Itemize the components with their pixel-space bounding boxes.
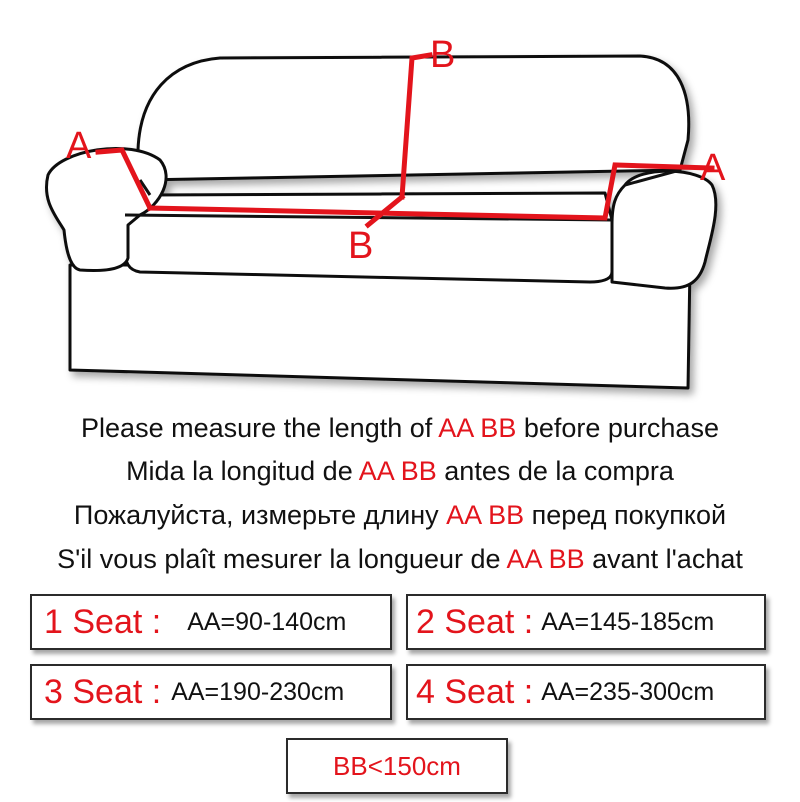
size-box-3-seat xyxy=(30,664,392,720)
sofa-base xyxy=(70,265,690,388)
bb-note-box: BB<150cm xyxy=(286,738,508,794)
label-b-bottom: B xyxy=(348,225,374,267)
aa-range: AA=90-140cm xyxy=(187,607,347,636)
label-b-top: B xyxy=(430,34,456,76)
instruction-russian: Пожалуйста, измерьте длину AA BB перед покупкой xyxy=(73,500,727,530)
seat-label: 3 Seat : xyxy=(44,672,162,711)
size-box-1-seat xyxy=(30,594,392,650)
seat-label: 1 Seat : xyxy=(44,602,162,641)
label-a-right: A xyxy=(700,147,726,189)
size-box-2-seat xyxy=(406,594,766,650)
seat-label: 2 Seat : xyxy=(416,602,534,641)
highlight-aa-bb: AA BB xyxy=(446,500,525,530)
highlight-aa-bb: AA BB xyxy=(438,413,517,443)
instruction-english: Please measure the length of AA BB before purchase xyxy=(81,413,719,443)
highlight-aa-bb: AA BB xyxy=(506,544,585,574)
size-box-4-seat xyxy=(406,664,766,720)
seat-label: 4 Seat : xyxy=(416,672,534,711)
highlight-aa-bb: AA BB xyxy=(358,456,437,486)
aa-range: AA=145-185cm xyxy=(541,607,715,636)
label-a-left: A xyxy=(66,125,92,167)
aa-range: AA=235-300cm xyxy=(541,677,715,706)
instruction-french: S'il vous plaît mesurer la longueur de AA BB avant l'achat xyxy=(57,544,743,574)
sofa-backrest xyxy=(138,56,689,180)
instruction-spanish: Mida la longitud de AA BB antes de la compra xyxy=(126,456,674,486)
aa-range: AA=190-230cm xyxy=(171,677,345,706)
